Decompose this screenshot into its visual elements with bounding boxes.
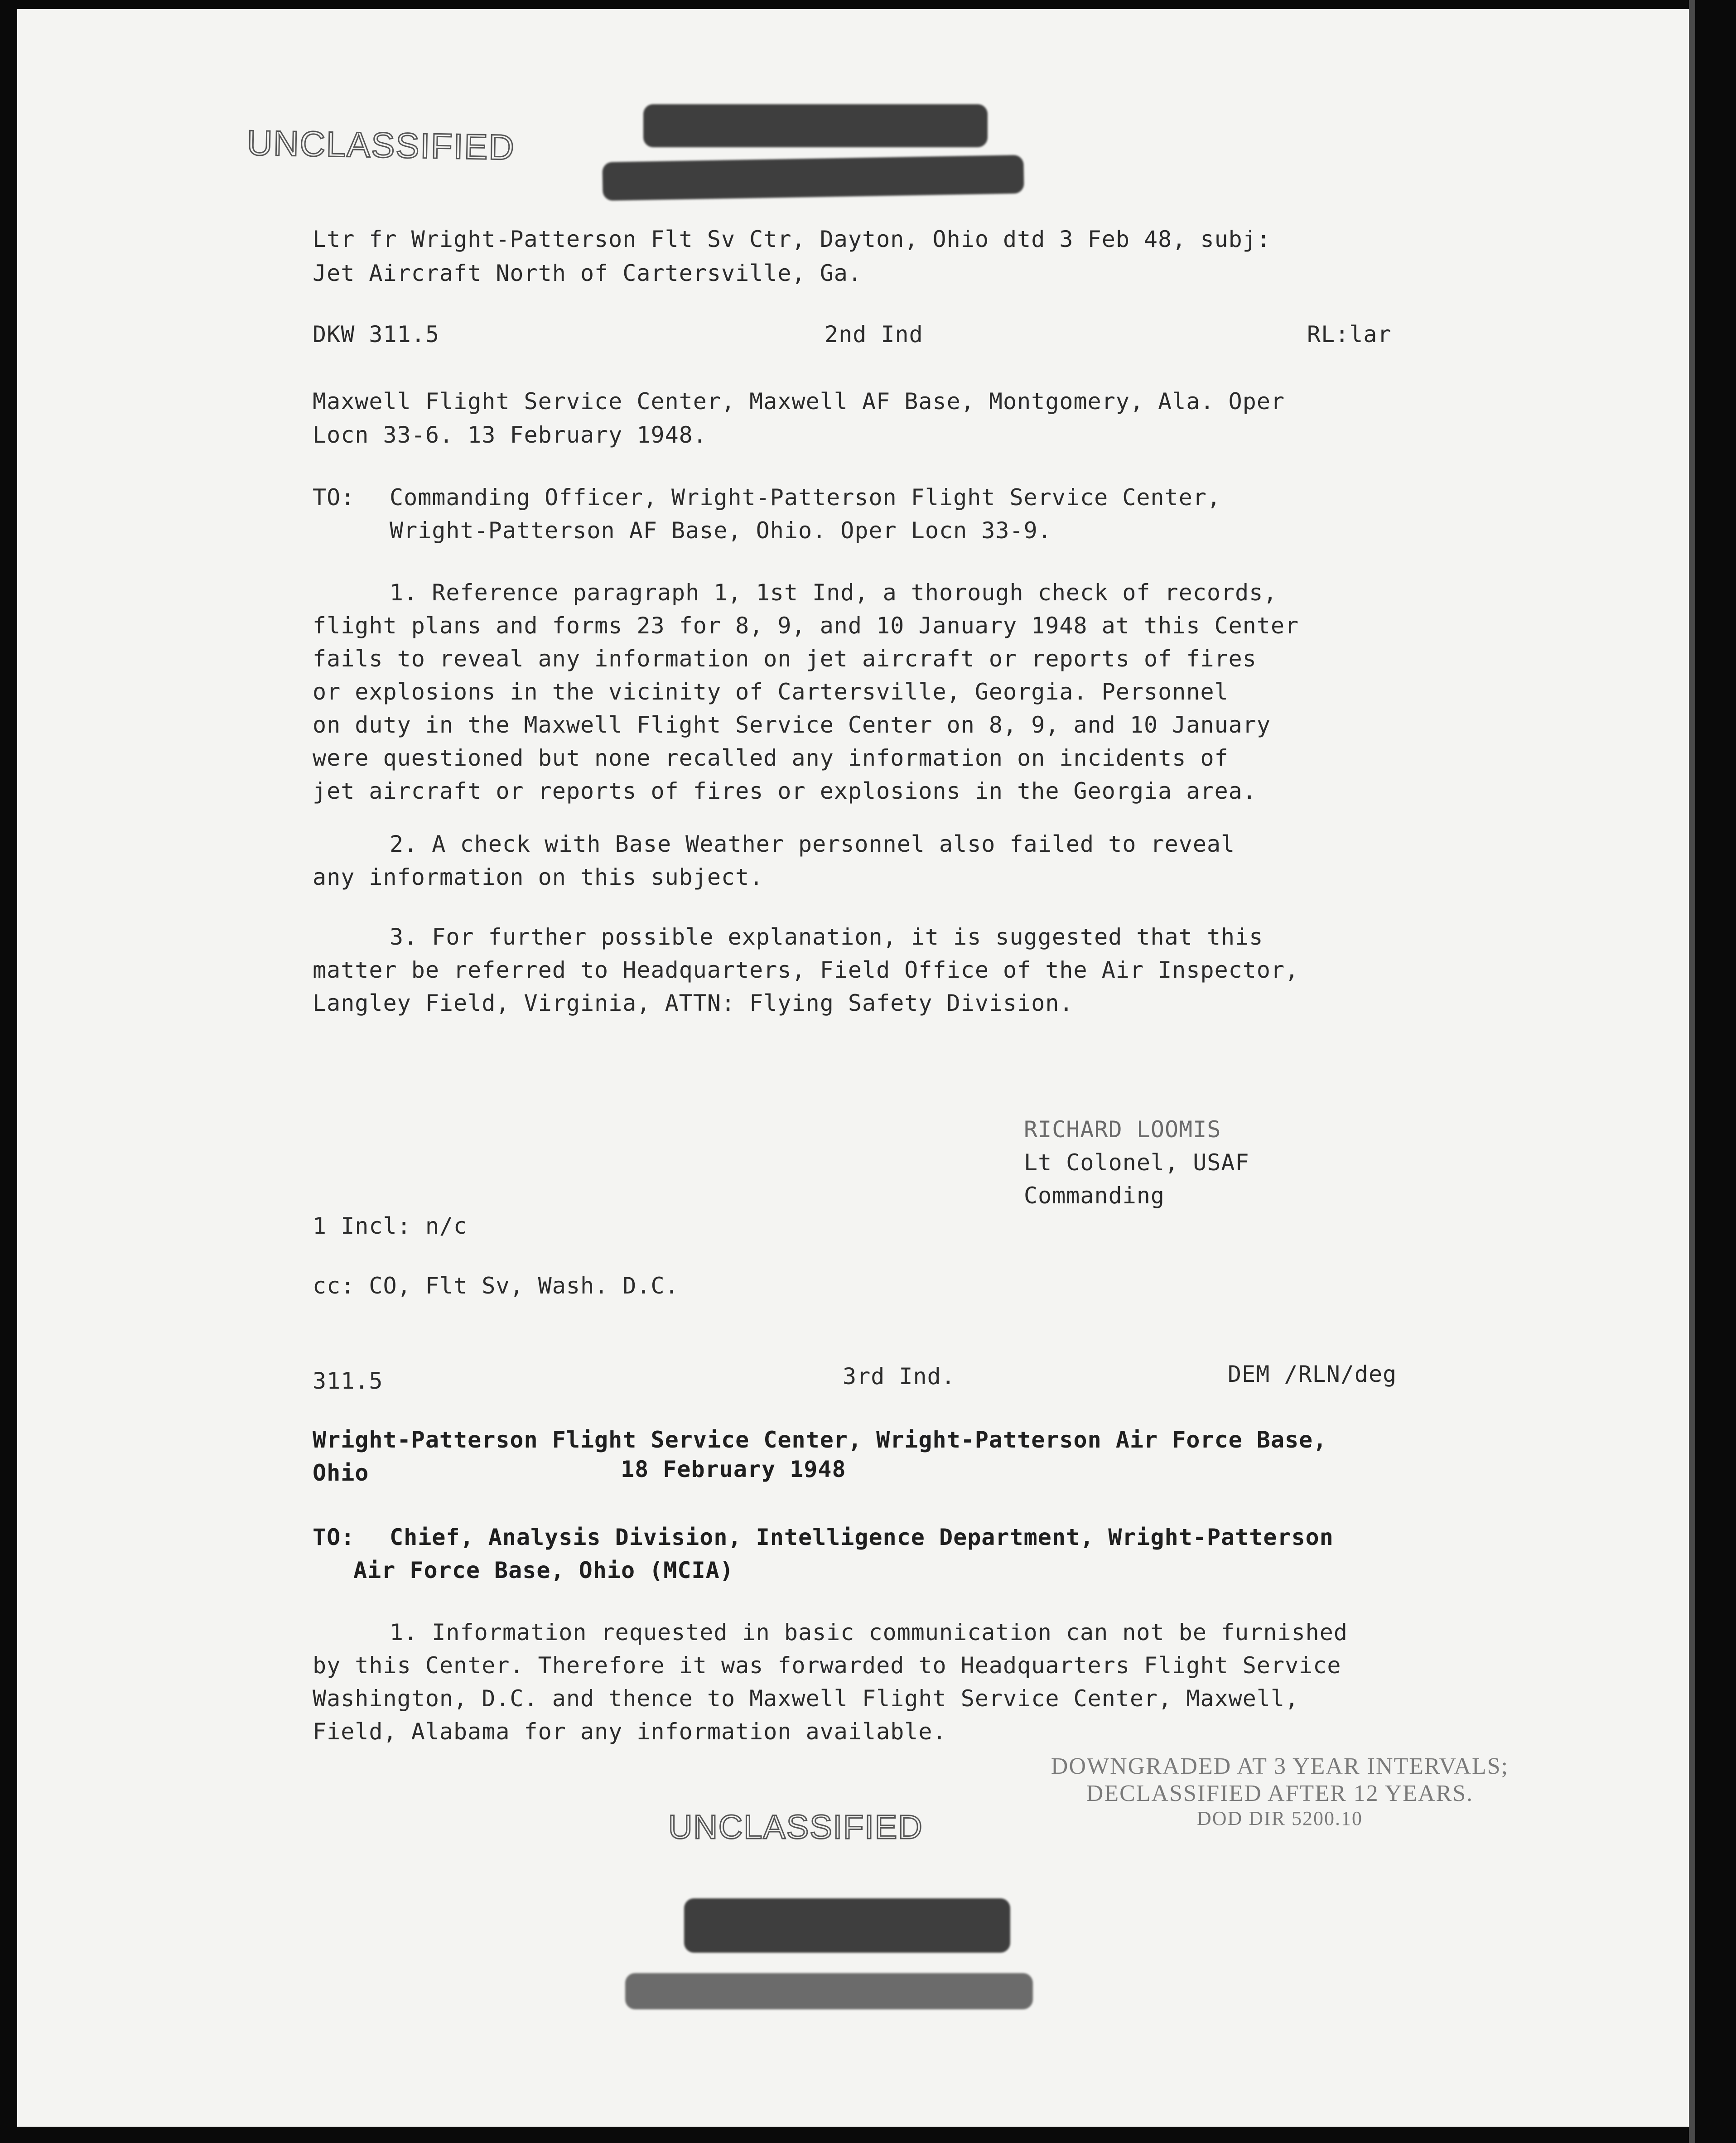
ind2-inclosure: 1 Incl: n/c <box>313 1213 468 1239</box>
ind2-para1-line-2: flight plans and forms 23 for 8, 9, and 10 January 1948 at this Center <box>313 613 1299 639</box>
ind3-to-line-1: Chief, Analysis Division, Intelligence Department, Wright-Patterson <box>390 1524 1334 1550</box>
scan-border-bottom <box>0 2127 1736 2143</box>
ind2-para1-line-6: were questioned but none recalled any information on incidents of <box>313 745 1229 771</box>
ind2-para1-line-3: fails to reveal any information on jet aircraft or reports of fires <box>313 646 1257 672</box>
ind3-para1-line-2: by this Center. Therefore it was forwarded to Headquarters Flight Service <box>313 1652 1341 1679</box>
subject-line-1: Ltr fr Wright-Patterson Flt Sv Ctr, Dayton, Ohio dtd 3 Feb 48, subj: <box>313 226 1271 252</box>
redaction-mark-top-1 <box>643 104 988 147</box>
ind3-indorsement-number: 3rd Ind. <box>843 1363 955 1390</box>
scan-border-right-shadow <box>1689 0 1695 2143</box>
ind2-para1-line-4: or explosions in the vicinity of Cartersville, Georgia. Personnel <box>313 679 1229 705</box>
ind3-from-place: Ohio <box>313 1460 369 1486</box>
ind3-initials: DEM /RLN/deg <box>1228 1361 1397 1387</box>
ind3-para1-line-4: Field, Alabama for any information available. <box>313 1718 947 1745</box>
ind3-para1-line-1: 1. Information requested in basic communication can not be furnished <box>390 1619 1348 1646</box>
signature-name: RICHARD LOOMIS <box>1024 1116 1221 1143</box>
ind2-para2-line-2: any information on this subject. <box>313 864 764 890</box>
ind2-to-line-1: Commanding Officer, Wright-Patterson Flight Service Center, <box>390 484 1221 511</box>
ind2-to-label: TO: <box>313 484 355 511</box>
ind2-para2-line-1: 2. A check with Base Weather personnel also failed to reveal <box>390 831 1235 857</box>
unclassified-stamp-top: UNCLASSIFIED <box>246 122 516 168</box>
ind2-initials: RL:lar <box>1307 321 1392 348</box>
ind2-copy-to: cc: CO, Flt Sv, Wash. D.C. <box>313 1273 679 1299</box>
ind2-para3-line-2: matter be referred to Headquarters, Field Office of the Air Inspector, <box>313 957 1299 983</box>
ind2-para1-line-1: 1. Reference paragraph 1, 1st Ind, a thorough check of records, <box>390 579 1278 606</box>
scan-border-left <box>0 0 17 2143</box>
ind2-from-line-2: Locn 33-6. 13 February 1948. <box>313 422 707 448</box>
redaction-mark-bottom-2 <box>625 1973 1033 2009</box>
ind2-to-line-2: Wright-Patterson AF Base, Ohio. Oper Locn 33-9. <box>390 517 1052 544</box>
ind2-indorsement-number: 2nd Ind <box>825 321 923 348</box>
ind3-file-reference: 311.5 <box>313 1368 383 1394</box>
declass-stamp-line-1: DOWNGRADED AT 3 YEAR INTERVALS; <box>1051 1753 1509 1779</box>
ind2-from-line-1: Maxwell Flight Service Center, Maxwell AF Base, Montgomery, Ala. Oper <box>313 388 1285 415</box>
ind2-para3-line-3: Langley Field, Virginia, ATTN: Flying Safety Division. <box>313 990 1074 1016</box>
declass-stamp-line-3: DOD DIR 5200.10 <box>1196 1807 1363 1829</box>
redaction-mark-top-2 <box>602 155 1024 201</box>
redaction-mark-bottom-1 <box>684 1898 1010 1953</box>
ind3-date: 18 February 1948 <box>621 1456 846 1482</box>
signature-rank: Lt Colonel, USAF <box>1024 1149 1249 1176</box>
ind3-to-line-2: Air Force Base, Ohio (MCIA) <box>353 1557 734 1583</box>
ind2-file-reference: DKW 311.5 <box>313 321 439 348</box>
ind3-from-line-1: Wright-Patterson Flight Service Center, Wright-Patterson Air Force Base, <box>313 1427 1327 1453</box>
ind3-to-label: TO: <box>313 1524 355 1550</box>
ind2-para1-line-5: on duty in the Maxwell Flight Service Center on 8, 9, and 10 January <box>313 712 1271 738</box>
ind2-para1-line-7: jet aircraft or reports of fires or explosions in the Georgia area. <box>313 778 1257 804</box>
declass-stamp-line-2: DECLASSIFIED AFTER 12 YEARS. <box>1086 1781 1474 1806</box>
scan-border-top <box>0 0 1736 9</box>
ind3-para1-line-3: Washington, D.C. and thence to Maxwell Flight Service Center, Maxwell, <box>313 1685 1299 1712</box>
signature-title: Commanding <box>1024 1183 1165 1209</box>
subject-line-2: Jet Aircraft North of Cartersville, Ga. <box>313 260 862 286</box>
unclassified-stamp-bottom: UNCLASSIFIED <box>668 1808 923 1846</box>
scan-border-right <box>1695 0 1736 2143</box>
ind2-para3-line-1: 3. For further possible explanation, it is suggested that this <box>390 924 1263 950</box>
